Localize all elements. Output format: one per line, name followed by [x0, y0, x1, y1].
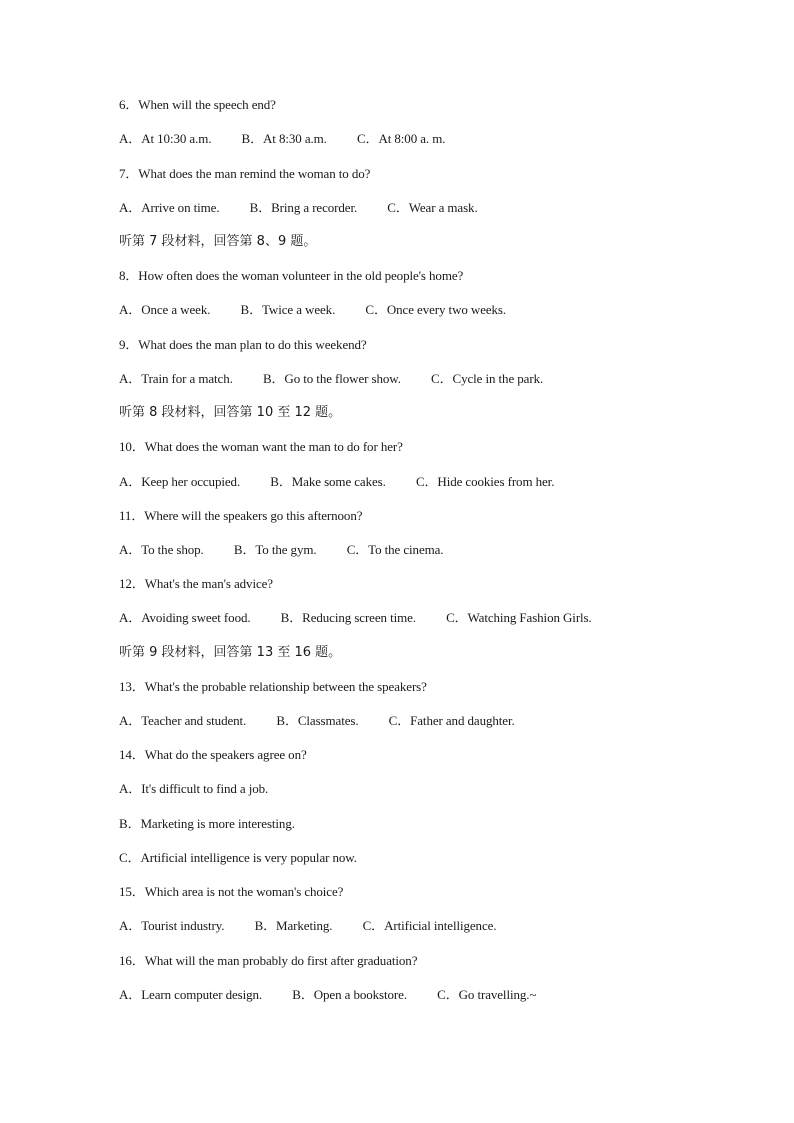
- question-10: 10．What does the woman want the man to do for her?: [119, 439, 403, 454]
- option-9b: B．Go to the flower show.: [262, 371, 401, 386]
- option-11a: A．To the shop.: [119, 542, 204, 557]
- option-12a: A．Avoiding sweet food.: [119, 610, 251, 625]
- option-6c: C．At 8:00 a. m.: [356, 131, 446, 146]
- question-6: 6．When will the speech end?: [119, 97, 276, 112]
- question-16: 16．What will the man probably do first after graduation?: [119, 953, 418, 968]
- option-9c: C．Cycle in the park.: [431, 371, 544, 386]
- option-9a: A．Train for a match.: [119, 371, 233, 386]
- question-9: 9．What does the man plan to do this weekend?: [119, 337, 367, 352]
- option-10c: C．Hide cookies from her.: [415, 474, 555, 489]
- option-10a: A．Keep her occupied.: [119, 474, 241, 489]
- options-7: [119, 200, 478, 216]
- question-15: 15．Which area is not the woman's choice?: [119, 884, 344, 899]
- option-7c: C．Wear a mask.: [387, 200, 478, 215]
- option-10b: B．Make some cakes.: [270, 474, 386, 489]
- options-13: [119, 713, 515, 729]
- options-16: [119, 987, 536, 1003]
- option-13c: C．Father and daughter.: [388, 713, 515, 728]
- question-14: 14．What do the speakers agree on?: [119, 747, 307, 762]
- option-11c: C．To the cinema.: [346, 542, 444, 557]
- option-12c: C．Watching Fashion Girls.: [446, 610, 592, 625]
- option-14a: A．It's difficult to find a job.: [119, 781, 269, 796]
- option-13a: A．Teacher and student.: [119, 713, 247, 728]
- options-11: [119, 542, 443, 558]
- option-15a: A．Tourist industry.: [119, 918, 225, 933]
- option-6a: A．At 10:30 a.m.: [119, 131, 212, 146]
- option-11b: B．To the gym.: [233, 542, 317, 557]
- option-16a: A．Learn computer design.: [119, 987, 263, 1002]
- option-15c: C．Artificial intelligence.: [362, 918, 497, 933]
- options-8: [119, 302, 506, 318]
- options-15: [119, 918, 496, 934]
- option-16b: B．Open a bookstore.: [292, 987, 407, 1002]
- option-6b: B．At 8:30 a.m.: [241, 131, 327, 146]
- option-7b: B．Bring a recorder.: [249, 200, 358, 215]
- option-7a: A．Arrive on time.: [119, 200, 220, 215]
- option-8a: A．Once a week.: [119, 302, 211, 317]
- options-12: [119, 610, 592, 626]
- question-7: 7．What does the man remind the woman to do?: [119, 166, 371, 181]
- options-6: [119, 131, 445, 147]
- option-8b: B．Twice a week.: [240, 302, 336, 317]
- options-10: [119, 474, 554, 490]
- option-16c: C．Go travelling.~: [437, 987, 537, 1002]
- section-heading-8: 听第 8 段材料，回答第 10 至 12 题。: [119, 405, 342, 420]
- option-13b: B．Classmates.: [276, 713, 359, 728]
- option-14c: C．Artificial intelligence is very popular now.: [119, 850, 357, 865]
- question-13: 13．What's the probable relationship between the speakers?: [119, 679, 427, 694]
- option-14b: B．Marketing is more interesting.: [119, 816, 295, 831]
- option-12b: B．Reducing screen time.: [280, 610, 416, 625]
- question-8: 8．How often does the woman volunteer in the old people's home?: [119, 268, 464, 283]
- question-12: 12．What's the man's advice?: [119, 576, 273, 591]
- section-heading-9: 听第 9 段材料，回答第 13 至 16 题。: [119, 645, 342, 660]
- option-8c: C．Once every two weeks.: [365, 302, 507, 317]
- options-9: [119, 371, 543, 387]
- question-11: 11．Where will the speakers go this afternoon?: [119, 508, 363, 523]
- option-15b: B．Marketing.: [254, 918, 333, 933]
- section-heading-7: 听第 7 段材料，回答第 8、9 题。: [119, 234, 317, 249]
